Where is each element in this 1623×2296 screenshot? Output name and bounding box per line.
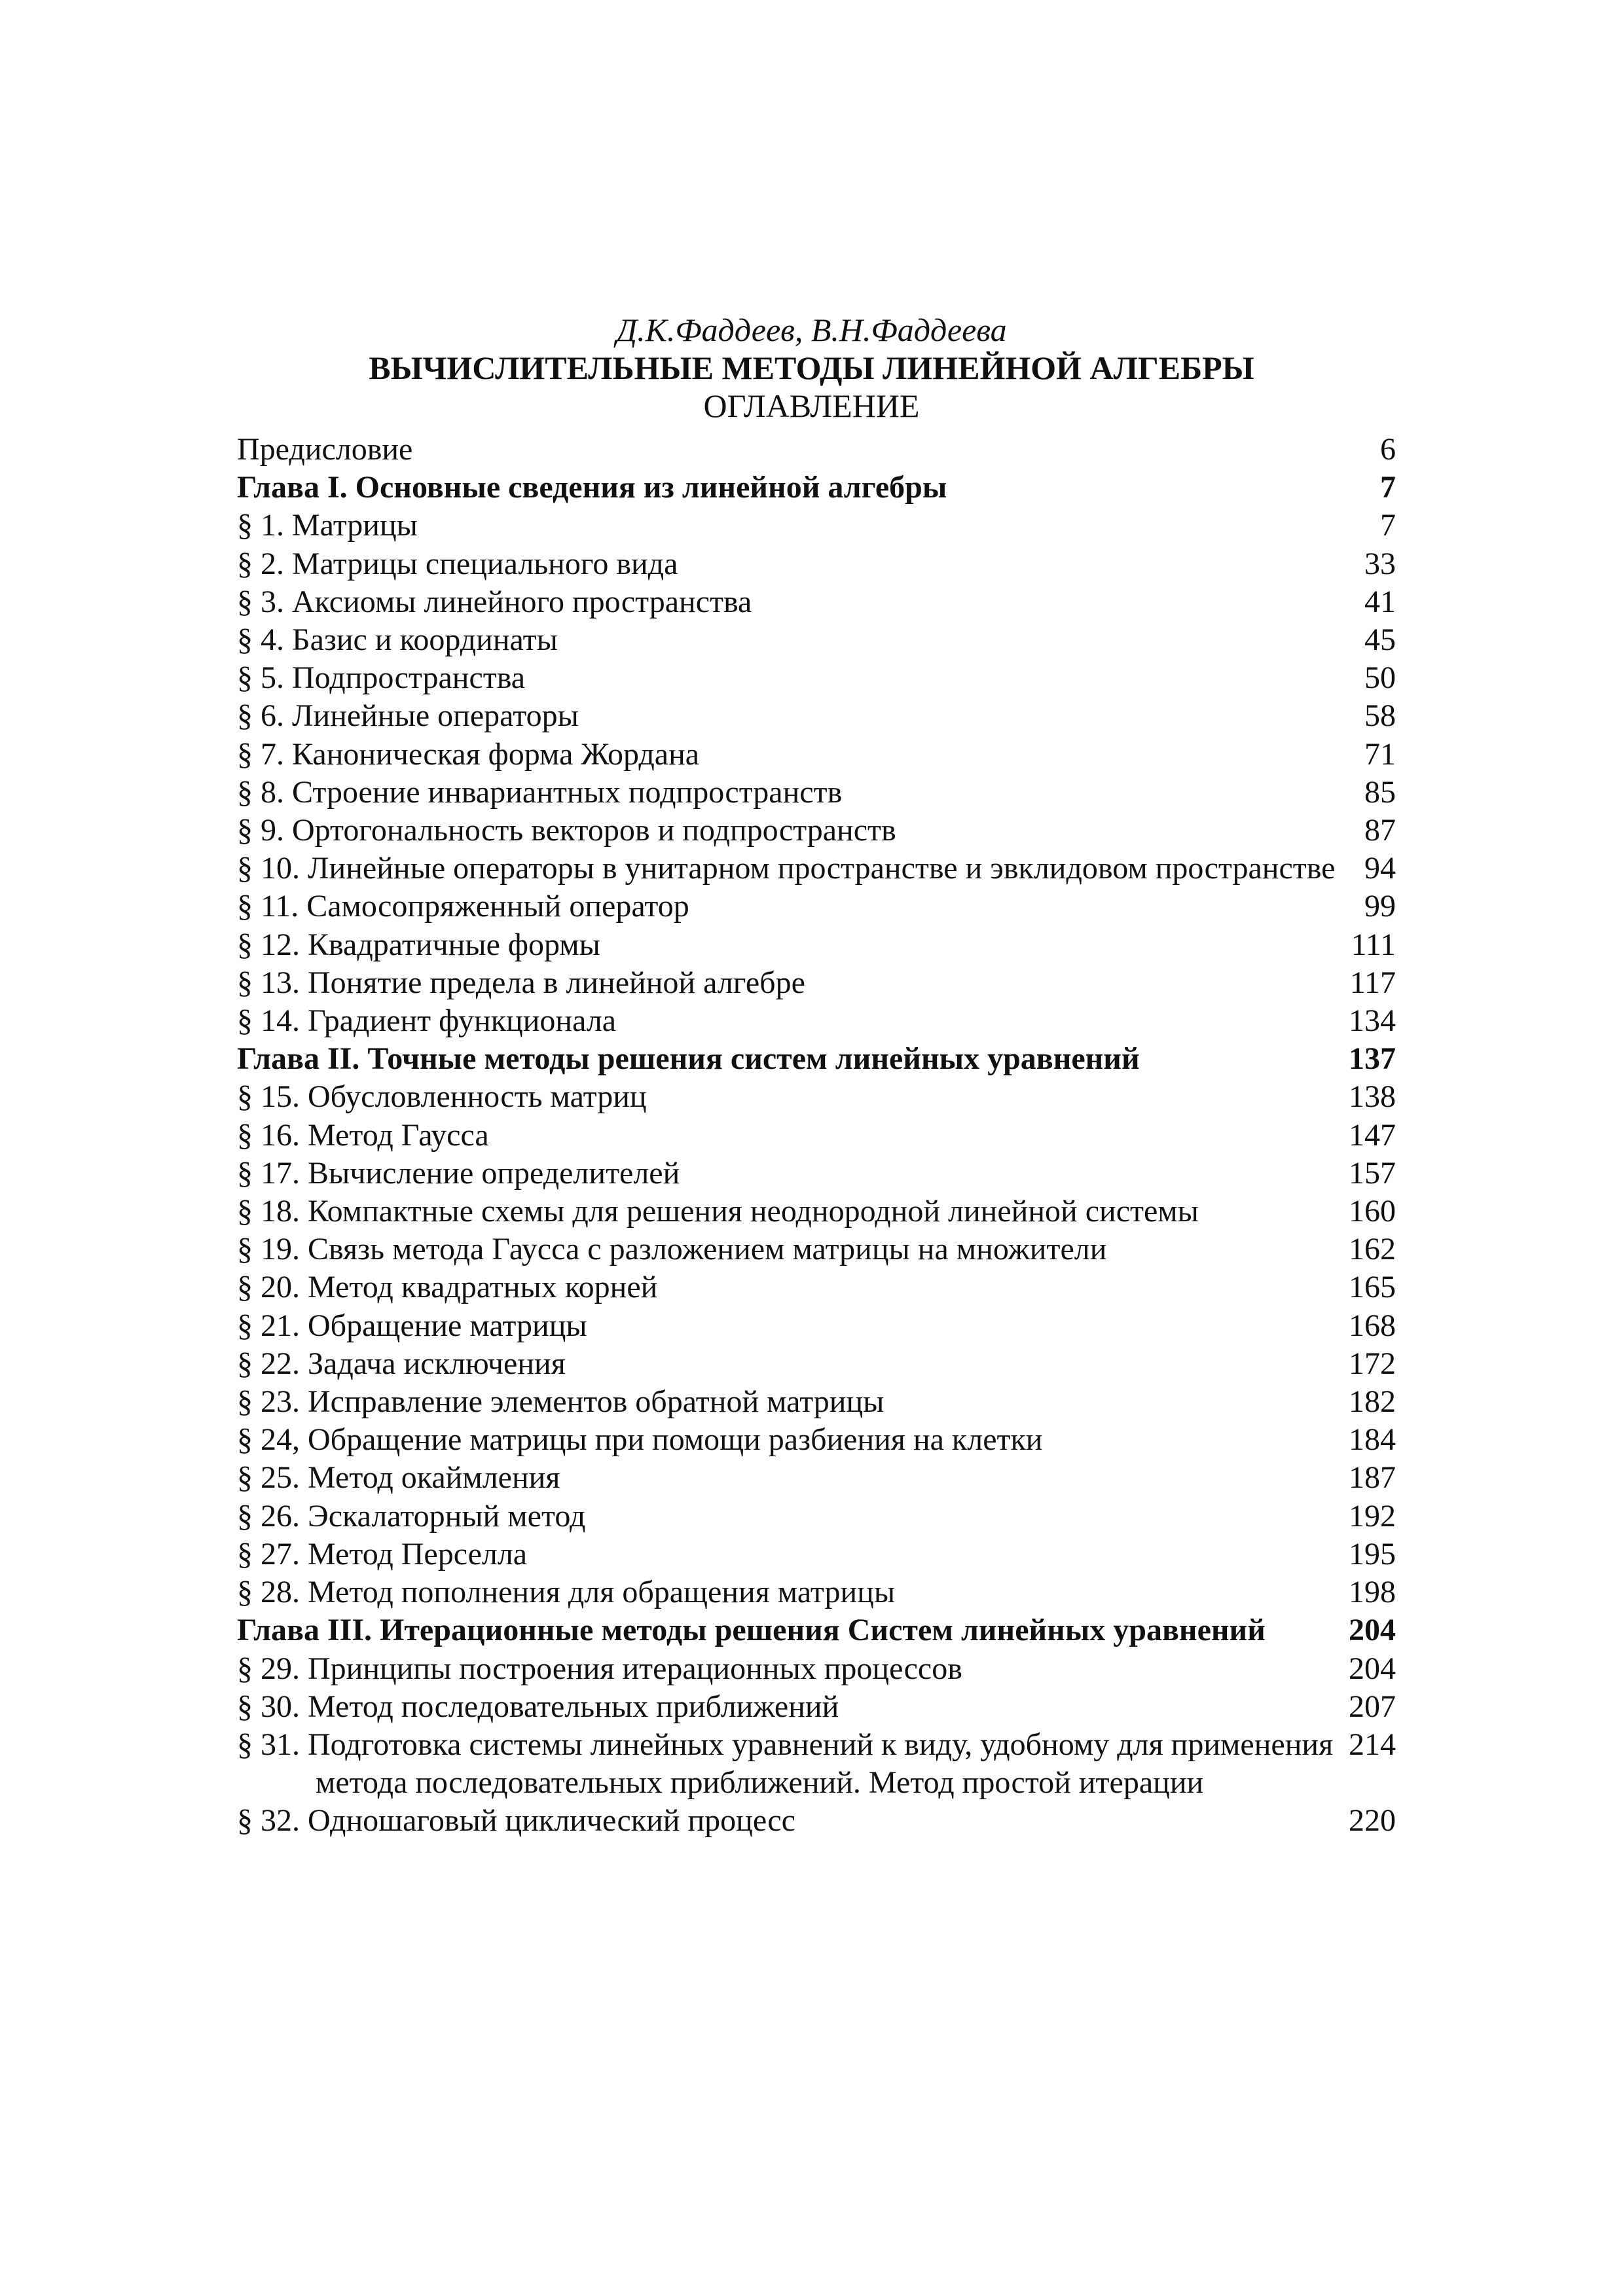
toc-heading: ОГЛАВЛЕНИЕ [703,387,920,424]
toc-entry-page: 214 [1349,1727,1396,1762]
toc-entry-page: 7 [1380,508,1396,543]
toc-entry-page: 50 [1364,660,1396,696]
toc-section-28 [237,1573,1396,1611]
toc-entry-title: § 22. Задача исключения [237,1346,566,1381]
toc-entry-page: 71 [1364,736,1396,772]
toc-section-7 [237,736,1396,774]
toc-entry-page: 87 [1364,813,1396,848]
toc-section-27 [237,1535,1396,1573]
toc-entry-page: 134 [1349,1003,1396,1039]
toc-entry-page: 138 [1349,1079,1396,1115]
toc-entry-page: 117 [1349,965,1396,1000]
toc-entry-title: § 4. Базис и координаты [237,622,558,658]
toc-section-16 [237,1117,1396,1155]
toc-entry-title: § 20. Метод квадратных корней [237,1270,658,1305]
toc-entry-page: 85 [1364,774,1396,810]
toc-entry-title: § 26. Эскалаторный метод [237,1498,586,1534]
toc-section-10 [237,850,1396,888]
toc-entry-title: § 17. Вычисление определителей [237,1155,680,1191]
toc-entry-title: § 27. Метод Перселла [237,1536,528,1571]
toc-section-6 [237,697,1396,735]
toc-section-15 [237,1078,1396,1116]
toc-entry-title: § 19. Связь метода Гаусса с разложением матрицы на множители [237,1232,1107,1267]
toc-entry-title: § 32. Одношаговый циклический процесс [237,1803,795,1839]
toc-section-20 [237,1268,1396,1306]
book-title: ВЫЧИСЛИТЕЛЬНЫЕ МЕТОДЫ ЛИНЕЙНОЙ АЛГЕБРЫ [369,350,1254,386]
toc-section-24 [237,1421,1396,1459]
toc-section-11 [237,888,1396,925]
toc-entry-title: § 2. Матрицы специального вида [237,546,678,581]
toc-entry-title: § 24, Обращение матрицы при помощи разбиения на клетки [237,1422,1043,1458]
toc-section-14 [237,1002,1396,1040]
toc-section-32 [237,1802,1396,1840]
toc-section-3 [237,583,1396,621]
toc-entry-title: § 11. Самосопряженный оператор [237,889,689,924]
toc-section-26 [237,1498,1396,1535]
toc-section-2 [237,545,1396,583]
toc-chapter-2 [237,1040,1396,1078]
authors: Д.К.Фаддеев, В.Н.Фаддеева [616,312,1007,348]
toc-entry-page: 168 [1349,1308,1396,1343]
toc-entry-page: 198 [1349,1575,1396,1610]
toc-chapter-page: 137 [1349,1041,1396,1077]
toc-chapter-1 [237,469,1396,507]
toc-entry-title: § 28. Метод пополнения для обращения матрицы [237,1575,896,1610]
toc-section-21 [237,1307,1396,1345]
table-of-contents [237,431,1396,1840]
toc-entry-title: § 7. Каноническая форма Жордана [237,736,700,772]
toc-section-13 [237,964,1396,1002]
toc-chapter-3 [237,1611,1396,1649]
toc-entry-title: § 6. Линейные операторы [237,698,579,734]
toc-entry-page: 45 [1364,622,1396,658]
toc-entry-title: § 5. Подпространства [237,660,526,696]
toc-section-19 [237,1230,1396,1268]
toc-entry-page: 195 [1349,1536,1396,1571]
toc-section-8 [237,774,1396,812]
toc-entry-title: Предисловие [237,432,413,467]
toc-entry-title: § 29. Принципы построения итерационных процессов [237,1651,962,1686]
toc-entry-title: § 14. Градиент функционала [237,1003,617,1039]
toc-entry-page: 58 [1364,698,1396,734]
toc-entry-title: § 13. Понятие предела в линейной алгебре [237,965,805,1000]
toc-section-9 [237,812,1396,850]
toc-section-22 [237,1345,1396,1383]
toc-entry-title: § 10. Линейные операторы в унитарном пространстве и эвклидовом пространстве [237,851,1336,886]
toc-entry-page: 157 [1349,1155,1396,1191]
toc-section-4 [237,621,1396,659]
toc-section-29 [237,1650,1396,1688]
toc-section-18 [237,1193,1396,1230]
toc-entry-title: § 1. Матрицы [237,508,418,543]
toc-entry-title: § 18. Компактные схемы для решения неоднородной линейной системы [237,1194,1199,1229]
toc-section-5 [237,659,1396,697]
toc-entry-page: 99 [1364,889,1396,924]
toc-entry-page: 147 [1349,1117,1396,1153]
toc-entry-title: § 30. Метод последовательных приближений [237,1689,839,1724]
toc-entry-title: § 16. Метод Гаусса [237,1117,489,1153]
toc-section-25 [237,1459,1396,1497]
toc-entry-title: § 8. Строение инвариантных подпространств [237,774,843,810]
toc-section-30 [237,1688,1396,1726]
toc-entry-page: 33 [1364,546,1396,581]
toc-entry-title: § 21. Обращение матрицы [237,1308,587,1343]
toc-entry-title: § 15. Обусловленность матриц [237,1079,647,1115]
toc-section-31 [237,1726,1396,1802]
toc-entry-title: § 3. Аксиомы линейного пространства [237,584,752,619]
toc-section-12 [237,926,1396,964]
toc-entry-title: § 12. Квадратичные формы [237,927,600,962]
toc-entry-page: 6 [1380,432,1396,467]
toc-entry-page: 184 [1349,1422,1396,1458]
toc-entry-title: § 25. Метод окаймления [237,1460,560,1496]
toc-entry-title: § 9. Ортогональность векторов и подпространств [237,813,896,848]
toc-entry-title: § 31. Подготовка системы линейных уравнений к виду, удобному для применения метода последовательных приближений. Метод простой итерации [237,1727,1334,1801]
toc-chapter-page: 204 [1349,1613,1396,1648]
toc-entry-page: 207 [1349,1689,1396,1724]
toc-entry-page: 160 [1349,1194,1396,1229]
toc-entry-page: 187 [1349,1460,1396,1496]
toc-entry-title: § 23. Исправление элементов обратной матрицы [237,1384,884,1420]
toc-chapter-title: Глава III. Итерационные методы решения Систем линейных уравнений [237,1613,1266,1648]
toc-chapter-title: Глава II. Точные методы решения систем линейных уравнений [237,1041,1140,1077]
toc-entry-page: 41 [1364,584,1396,619]
toc-entry-page: 172 [1349,1346,1396,1381]
toc-entry-page: 94 [1364,851,1396,886]
toc-entry-page: 162 [1349,1232,1396,1267]
toc-chapter-title: Глава I. Основные сведения из линейной алгебры [237,470,947,505]
toc-entry-page: 220 [1349,1803,1396,1839]
toc-section-17 [237,1155,1396,1193]
toc-entry-page: 165 [1349,1270,1396,1305]
toc-entry-preface [237,431,1396,469]
toc-entry-page: 192 [1349,1498,1396,1534]
toc-entry-page: 204 [1349,1651,1396,1686]
toc-entry-page: 182 [1349,1384,1396,1420]
toc-entry-page: 111 [1351,927,1396,962]
toc-section-23 [237,1383,1396,1421]
toc-chapter-page: 7 [1380,470,1396,505]
toc-section-1 [237,507,1396,545]
